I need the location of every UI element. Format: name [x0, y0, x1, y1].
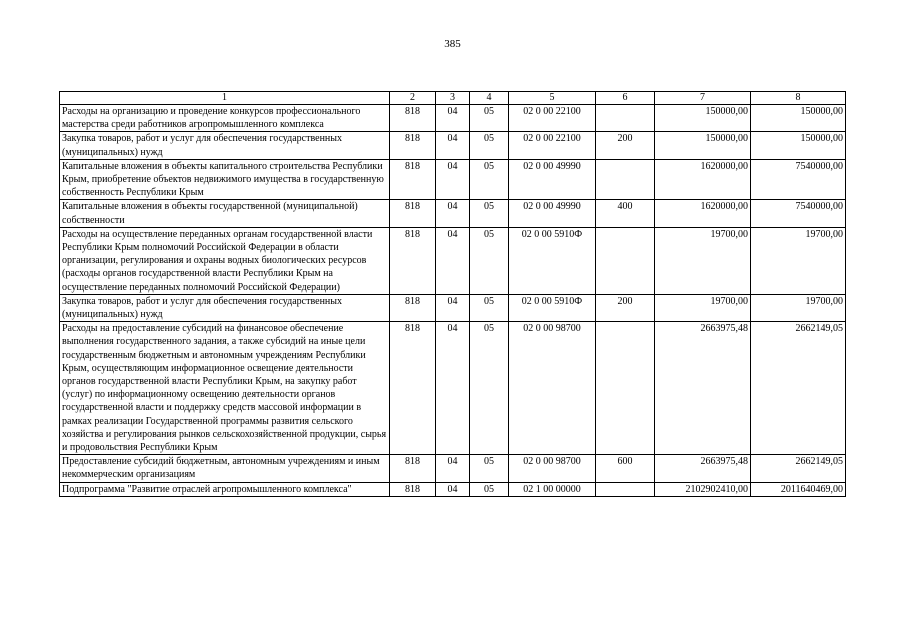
table-row — [60, 294, 846, 321]
target-article-cell: 02 1 00 00000 — [509, 482, 596, 496]
amount-year2-cell: 7540000,00 — [751, 200, 846, 227]
table-row — [60, 200, 846, 227]
subsection-code-cell: 05 — [470, 132, 509, 159]
ministry-code-cell: 818 — [390, 132, 436, 159]
table-row — [60, 105, 846, 132]
expense-type-cell: 200 — [596, 294, 655, 321]
ministry-code-cell: 818 — [390, 322, 436, 455]
subsection-code-cell: 05 — [470, 105, 509, 132]
column-header: 2 — [390, 92, 436, 105]
subsection-code-cell: 05 — [470, 159, 509, 200]
section-code-cell: 04 — [436, 482, 470, 496]
ministry-code-cell: 818 — [390, 482, 436, 496]
ministry-code-cell: 818 — [390, 159, 436, 200]
row-name-cell: Закупка товаров, работ и услуг для обеспечения государственных (муниципальных) нужд — [60, 294, 390, 321]
amount-year1-cell: 1620000,00 — [655, 159, 751, 200]
section-code-cell: 04 — [436, 105, 470, 132]
amount-year2-cell: 19700,00 — [751, 227, 846, 294]
amount-year2-cell: 150000,00 — [751, 132, 846, 159]
table-row — [60, 159, 846, 200]
row-name-cell: Подпрограмма "Развитие отраслей агропромышленного комплекса" — [60, 482, 390, 496]
amount-year2-cell: 7540000,00 — [751, 159, 846, 200]
row-name-cell: Капитальные вложения в объекты государственной (муниципальной) собственности — [60, 200, 390, 227]
row-name-cell: Закупка товаров, работ и услуг для обеспечения государственных (муниципальных) нужд — [60, 132, 390, 159]
column-header: 5 — [509, 92, 596, 105]
amount-year1-cell: 2102902410,00 — [655, 482, 751, 496]
column-header: 6 — [596, 92, 655, 105]
subsection-code-cell: 05 — [470, 200, 509, 227]
table-row — [60, 132, 846, 159]
target-article-cell: 02 0 00 5910Ф — [509, 294, 596, 321]
column-header: 3 — [436, 92, 470, 105]
section-code-cell: 04 — [436, 294, 470, 321]
target-article-cell: 02 0 00 49990 — [509, 200, 596, 227]
expense-type-cell — [596, 482, 655, 496]
page-number: 385 — [444, 38, 461, 50]
row-name-cell: Капитальные вложения в объекты капитального строительства Республики Крым, приобретение объектов недвижимого имущества в государственную собственность Республики Крым — [60, 159, 390, 200]
amount-year1-cell: 150000,00 — [655, 105, 751, 132]
column-header: 7 — [655, 92, 751, 105]
amount-year1-cell: 150000,00 — [655, 132, 751, 159]
row-name-cell: Расходы на осуществление переданных органам государственной власти Республики Крым полномочий Российской Федерации в области организации, регулирования и охраны водных биологических ресурсов (расходы органов государственной власти Республики Крым на осуществление переданных полномочий Российской Федерации) — [60, 227, 390, 294]
amount-year2-cell: 2662149,05 — [751, 322, 846, 455]
column-header: 8 — [751, 92, 846, 105]
amount-year1-cell: 1620000,00 — [655, 200, 751, 227]
target-article-cell: 02 0 00 5910Ф — [509, 227, 596, 294]
amount-year2-cell: 2662149,05 — [751, 455, 846, 482]
table-row — [60, 322, 846, 455]
expense-type-cell — [596, 105, 655, 132]
section-code-cell: 04 — [436, 455, 470, 482]
expense-type-cell: 600 — [596, 455, 655, 482]
row-name-cell: Предоставление субсидий бюджетным, автономным учреждениям и иным некоммерческим организациям — [60, 455, 390, 482]
ministry-code-cell: 818 — [390, 227, 436, 294]
target-article-cell: 02 0 00 22100 — [509, 105, 596, 132]
section-code-cell: 04 — [436, 322, 470, 455]
section-code-cell: 04 — [436, 200, 470, 227]
table-header-row — [60, 92, 846, 105]
amount-year1-cell: 19700,00 — [655, 294, 751, 321]
expense-type-cell: 200 — [596, 132, 655, 159]
amount-year2-cell: 2011640469,00 — [751, 482, 846, 496]
section-code-cell: 04 — [436, 227, 470, 294]
amount-year1-cell: 19700,00 — [655, 227, 751, 294]
section-code-cell: 04 — [436, 159, 470, 200]
column-header: 1 — [60, 92, 390, 105]
amount-year2-cell: 19700,00 — [751, 294, 846, 321]
row-name-cell: Расходы на предоставление субсидий на финансовое обеспечение выполнения государственного задания, а также субсидий на иные цели государственным бюджетным и автономным учреждениям Республики Крым, осуществляющим информационное освещение деятельности органов государственной власти Республики Крым, на закупку работ (услуг) по информационному освещению деятельности органов государственной власти и поддержку средств массовой информации в рамках реализации Государственной программы развития сельского хозяйства и регулирования рынков сельскохозяйственной продукции, сырья и продовольствия Республики Крым — [60, 322, 390, 455]
budget-table — [59, 91, 846, 497]
row-name-cell: Расходы на организацию и проведение конкурсов профессионального мастерства среди работников агропромышленного комплекса — [60, 105, 390, 132]
subsection-code-cell: 05 — [470, 322, 509, 455]
expense-type-cell — [596, 227, 655, 294]
subsection-code-cell: 05 — [470, 227, 509, 294]
subsection-code-cell: 05 — [470, 455, 509, 482]
amount-year1-cell: 2663975,48 — [655, 322, 751, 455]
table-row — [60, 227, 846, 294]
target-article-cell: 02 0 00 98700 — [509, 322, 596, 455]
amount-year1-cell: 2663975,48 — [655, 455, 751, 482]
target-article-cell: 02 0 00 49990 — [509, 159, 596, 200]
table-row — [60, 482, 846, 496]
ministry-code-cell: 818 — [390, 200, 436, 227]
section-code-cell: 04 — [436, 132, 470, 159]
ministry-code-cell: 818 — [390, 455, 436, 482]
column-header: 4 — [470, 92, 509, 105]
expense-type-cell: 400 — [596, 200, 655, 227]
table-row — [60, 455, 846, 482]
ministry-code-cell: 818 — [390, 105, 436, 132]
expense-type-cell — [596, 159, 655, 200]
subsection-code-cell: 05 — [470, 482, 509, 496]
expense-type-cell — [596, 322, 655, 455]
amount-year2-cell: 150000,00 — [751, 105, 846, 132]
subsection-code-cell: 05 — [470, 294, 509, 321]
target-article-cell: 02 0 00 98700 — [509, 455, 596, 482]
ministry-code-cell: 818 — [390, 294, 436, 321]
target-article-cell: 02 0 00 22100 — [509, 132, 596, 159]
